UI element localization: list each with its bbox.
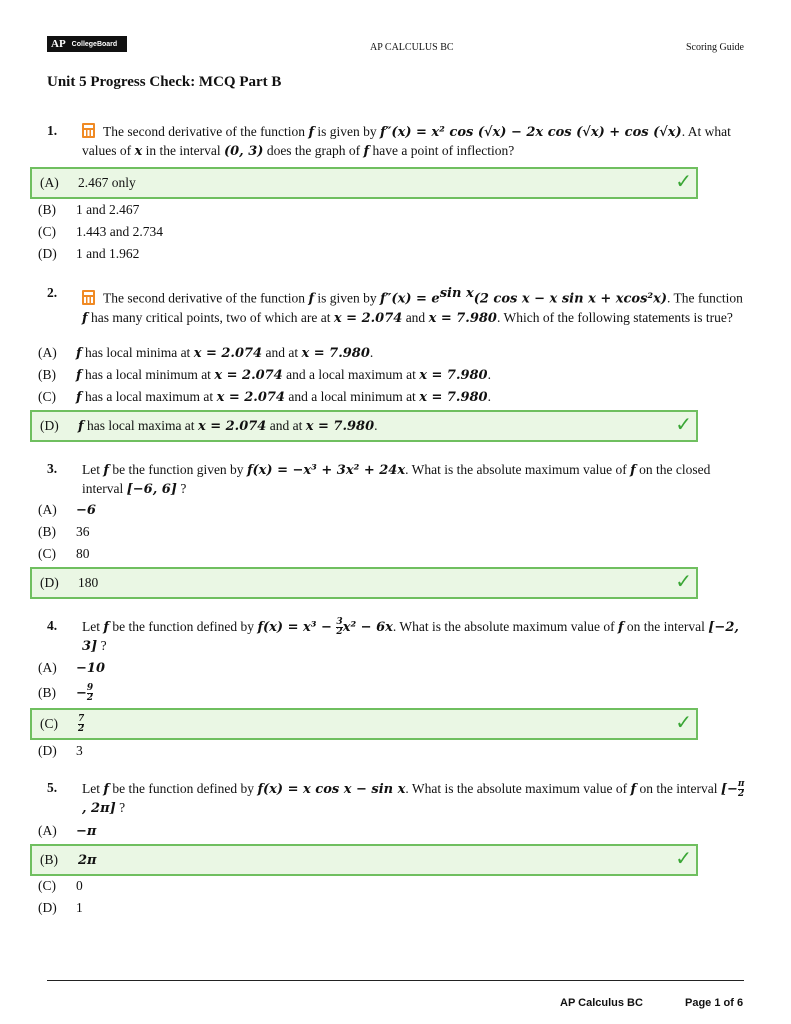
question-text: The second derivative of the function f is given by $f''(x) = e^{sin x}(2$ cos x − x sin x + xcos²x). The function f has many critical points, two of which are at x = 2.074 and x = 7.980. Which of the following statements is true?: [82, 286, 743, 326]
question-number: 1.: [47, 123, 58, 138]
answer-option[interactable]: (C) 1.443 and 2.734: [38, 224, 163, 239]
answer-option[interactable]: (C) f has a local maximum at x = 2.074 and a local minimum at x = 7.980 .: [38, 389, 491, 405]
answer-option-correct[interactable]: (D) 180 ✓: [30, 567, 698, 599]
question-text: Let f be the function given by f(x) = −x³ + 3x² + 24x. What is the absolute maximum value of f on the closed interval [−6, 6] ?: [82, 462, 711, 497]
answer-option[interactable]: (D) 1: [38, 900, 83, 915]
header-course: AP CALCULUS BC: [370, 42, 454, 53]
checkmark-icon: ✓: [675, 569, 692, 593]
logo-ap: AP: [51, 38, 66, 50]
answer-option[interactable]: (D) 1 and 1.962: [38, 246, 140, 261]
checkmark-icon: ✓: [675, 169, 692, 193]
collegeboard-logo: [47, 36, 127, 52]
page-title: Unit 5 Progress Check: MCQ Part B: [47, 74, 282, 90]
checkmark-icon: ✓: [675, 412, 692, 436]
answer-option-correct[interactable]: (B) 2π ✓: [30, 844, 698, 876]
calculator-icon: [82, 290, 95, 305]
answer-option[interactable]: (A) −6: [38, 502, 96, 518]
footer-divider: [47, 980, 744, 981]
footer-page-number: Page 1 of 6: [685, 997, 744, 1009]
answer-option-correct[interactable]: (C) $\frac{7}{2}$ ✓: [30, 708, 698, 740]
answer-option-correct[interactable]: (D) f has local maxima at x = 2.074 and at x = 7.980 . ✓: [30, 410, 698, 442]
answer-option[interactable]: (A) −π: [38, 823, 97, 839]
logo-collegeboard: CollegeBoard: [71, 40, 118, 48]
checkmark-icon: ✓: [675, 710, 692, 734]
question-number: 2.: [47, 285, 58, 300]
footer-course: AP Calculus BC: [560, 997, 643, 1009]
question-number: 3.: [47, 461, 58, 476]
header-doc-type: Scoring Guide: [685, 42, 744, 53]
question-number: 4.: [47, 618, 58, 633]
calculator-icon: [82, 123, 95, 138]
answer-option-correct[interactable]: (A) 2.467 only ✓: [30, 167, 698, 199]
answer-option[interactable]: (A) −10: [38, 660, 105, 676]
question-text: The second derivative of the function f is given by f″(x) = x² cos (√x) − 2x cos (√x) + cos (√x). At what values of x in the interval (0, 3) does the graph of f have a point of inflection?: [82, 124, 731, 159]
answer-option[interactable]: (B) 36: [38, 524, 90, 539]
question-text: Let f be the function defined by f(x) = x³ − $\frac{3}{2}$ x² − 6x. What is the absolute maximum value of f on the interval [−2, 3] ?: [82, 617, 739, 655]
answer-option[interactable]: (C) 0: [38, 878, 83, 893]
question-number: 5.: [47, 780, 58, 795]
answer-option[interactable]: (B) 1 and 2.467: [38, 202, 140, 217]
answer-option[interactable]: (A) f has local minima at x = 2.074 and at x = 7.980 .: [38, 345, 374, 361]
question-text: Let f be the function defined by f(x) = x cos x − sin x. What is the absolute maximum value of f on the interval [− $\frac{\pi}{2}$ , 2π] ?: [82, 779, 745, 817]
answer-option[interactable]: (B) f has a local minimum at x = 2.074 and a local maximum at x = 7.980 .: [38, 367, 491, 383]
answer-option[interactable]: (C) 80: [38, 546, 90, 561]
checkmark-icon: ✓: [675, 846, 692, 870]
answer-option[interactable]: (B) − $\frac{9}{2}$: [38, 682, 94, 703]
answer-option[interactable]: (D) 3: [38, 743, 83, 758]
